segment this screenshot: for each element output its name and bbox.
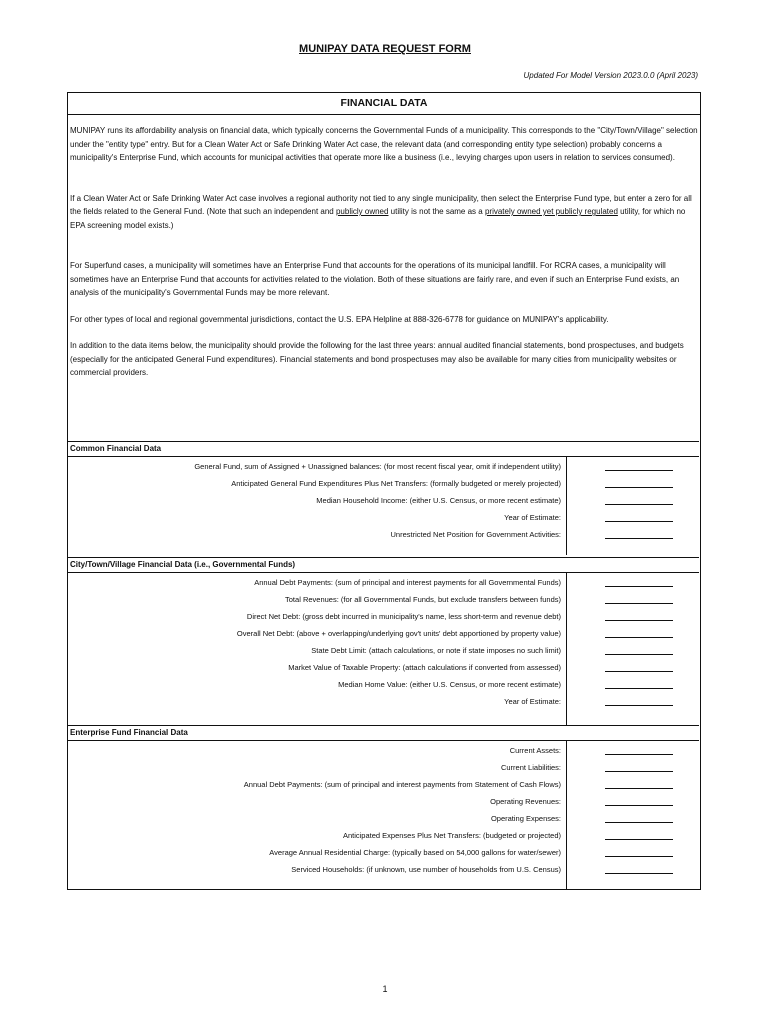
form-row bbox=[68, 795, 699, 809]
instructions bbox=[68, 115, 700, 380]
form-row bbox=[68, 576, 699, 590]
section-body bbox=[68, 741, 699, 890]
input-blank[interactable] bbox=[605, 654, 673, 655]
enterprise-financial-section bbox=[68, 725, 699, 890]
form-row bbox=[68, 778, 699, 792]
instructions-paragraph: If a Clean Water Act or Safe Drinking Water Act case involves a regional authority not tied to any single municipality, then select the Enterprise Fund type, but enter a zero for all the fields related to the General Fund. (Note that such an independent and publicly owned utility is not the same as a privately owned yet publicly regulated utility, for which no EPA screening model exists.) bbox=[70, 193, 692, 230]
form-row bbox=[68, 761, 699, 775]
field-label: Operating Expenses: bbox=[490, 814, 561, 823]
section-body bbox=[68, 457, 699, 555]
input-blank[interactable] bbox=[605, 504, 673, 505]
instructions-paragraph: MUNIPAY runs its affordability analysis on financial data, which typically concerns the Governmental Funds of a municipality. This corresponds to the "City/Town/Village" selection under the "entity type" entry. But for a Clean Water Act or Safe Drinking Water Act case, the relevant data (and corresponding entity type selection) probably concerns a municipality's Enterprise Fund, which accounts for municipal activities that operate more like a business (i.e., levying charges upon users in relation to services consumed). bbox=[70, 126, 698, 162]
instructions-paragraph: For other types of local and regional governmental jurisdictions, contact the U.S. EPA Helpline at 888-326-6778 for guidance on MUNIPAY's applicability. bbox=[70, 314, 609, 324]
section-heading: Common Financial Data bbox=[68, 441, 699, 457]
field-label: Unrestricted Net Position for Government Activities: bbox=[390, 530, 561, 539]
form-row bbox=[68, 494, 699, 508]
input-blank[interactable] bbox=[605, 603, 673, 604]
input-blank[interactable] bbox=[605, 688, 673, 689]
city-financial-section bbox=[68, 557, 699, 725]
field-label: Anticipated General Fund Expenditures Plus Net Transfers: (formally budgeted or merely projected) bbox=[231, 479, 561, 488]
common-financial-section bbox=[68, 441, 699, 555]
form-row bbox=[68, 661, 699, 675]
form-section-header: FINANCIAL DATA bbox=[68, 93, 700, 115]
input-blank[interactable] bbox=[605, 521, 673, 522]
field-label: Median Home Value: (either U.S. Census, or more recent estimate) bbox=[338, 680, 561, 689]
input-blank[interactable] bbox=[605, 487, 673, 488]
instructions-paragraph: For Superfund cases, a municipality will sometimes have an Enterprise Fund that accounts for the operations of its municipal landfill. For RCRA cases, a municipality will sometimes have an Enterprise Fund that accounts for activities related to the violation. Both of these situations are fairly rare, and even if such an Enterprise Fund exists, an analysis of the municipality's Governmental Funds may be more relevant. bbox=[70, 261, 680, 297]
input-blank[interactable] bbox=[605, 788, 673, 789]
instructions-paragraph: In addition to the data items below, the municipality should provide the following for the last three years: annual audited financial statements, bond prospectuses, and budgets (especially for the anticipated General Fund expenditures). Financial statements and bond prospectuses may also be available for many cities from municipality websites or commercial providers. bbox=[70, 341, 684, 377]
form-row bbox=[68, 744, 699, 758]
field-label: Average Annual Residential Charge: (typically based on 54,000 gallons for water/sewer) bbox=[269, 848, 561, 857]
form-row bbox=[68, 528, 699, 542]
form-row bbox=[68, 695, 699, 709]
input-blank[interactable] bbox=[605, 822, 673, 823]
input-blank[interactable] bbox=[605, 873, 673, 874]
financial-data-form bbox=[67, 92, 701, 890]
page-number: 1 bbox=[382, 984, 388, 994]
input-blank[interactable] bbox=[605, 839, 673, 840]
input-blank[interactable] bbox=[605, 538, 673, 539]
field-label: Anticipated Expenses Plus Net Transfers: (budgeted or projected) bbox=[342, 831, 561, 840]
input-blank[interactable] bbox=[605, 754, 673, 755]
form-row bbox=[68, 477, 699, 491]
underlined-phrase: privately owned yet publicly regulated bbox=[484, 207, 618, 216]
input-blank[interactable] bbox=[605, 586, 673, 587]
field-label: Market Value of Taxable Property: (attach calculations if converted from assessed) bbox=[288, 663, 561, 672]
version-note: Updated For Model Version 2023.0.0 (April 2023) bbox=[523, 71, 698, 80]
form-row bbox=[68, 610, 699, 624]
form-row bbox=[68, 829, 699, 843]
input-blank[interactable] bbox=[605, 705, 673, 706]
section-heading: Enterprise Fund Financial Data bbox=[68, 725, 699, 741]
field-label: Direct Net Debt: (gross debt incurred in municipality's name, less short-term and revenue debt) bbox=[246, 612, 561, 621]
document-title: MUNIPAY DATA REQUEST FORM bbox=[299, 43, 471, 55]
field-label: Year of Estimate: bbox=[504, 697, 561, 706]
field-label: Current Liabilities: bbox=[500, 763, 561, 772]
field-label: Operating Revenues: bbox=[490, 797, 561, 806]
form-row bbox=[68, 627, 699, 641]
form-row bbox=[68, 678, 699, 692]
input-blank[interactable] bbox=[605, 637, 673, 638]
field-label: Year of Estimate: bbox=[504, 513, 561, 522]
input-blank[interactable] bbox=[605, 856, 673, 857]
form-row bbox=[68, 846, 699, 860]
field-label: Current Assets: bbox=[509, 746, 561, 755]
form-row bbox=[68, 644, 699, 658]
section-body bbox=[68, 573, 699, 725]
form-row bbox=[68, 460, 699, 474]
input-blank[interactable] bbox=[605, 470, 673, 471]
input-blank[interactable] bbox=[605, 671, 673, 672]
form-row bbox=[68, 511, 699, 525]
input-blank[interactable] bbox=[605, 620, 673, 621]
form-row bbox=[68, 812, 699, 826]
form-row bbox=[68, 863, 699, 877]
field-label: State Debt Limit: (attach calculations, or note if state imposes no such limit) bbox=[311, 646, 561, 655]
section-heading: City/Town/Village Financial Data (i.e., Governmental Funds) bbox=[68, 557, 699, 573]
field-label: General Fund, sum of Assigned + Unassigned balances: (for most recent fiscal year, omit if independent utility) bbox=[194, 462, 561, 471]
field-label: Overall Net Debt: (above + overlapping/underlying gov't units' debt apportioned by property value) bbox=[236, 629, 561, 638]
field-label: Annual Debt Payments: (sum of principal and interest payments for all Governmental Funds) bbox=[254, 578, 561, 587]
field-label: Median Household Income: (either U.S. Census, or more recent estimate) bbox=[316, 496, 561, 505]
input-blank[interactable] bbox=[605, 771, 673, 772]
field-label: Total Revenues: (for all Governmental Funds, but exclude transfers between funds) bbox=[285, 595, 561, 604]
input-blank[interactable] bbox=[605, 805, 673, 806]
field-label: Annual Debt Payments: (sum of principal and interest payments from Statement of Cash Flows) bbox=[243, 780, 561, 789]
form-row bbox=[68, 593, 699, 607]
field-label: Serviced Households: (if unknown, use number of households from U.S. Census) bbox=[291, 865, 561, 874]
underlined-phrase: publicly owned bbox=[335, 207, 389, 216]
